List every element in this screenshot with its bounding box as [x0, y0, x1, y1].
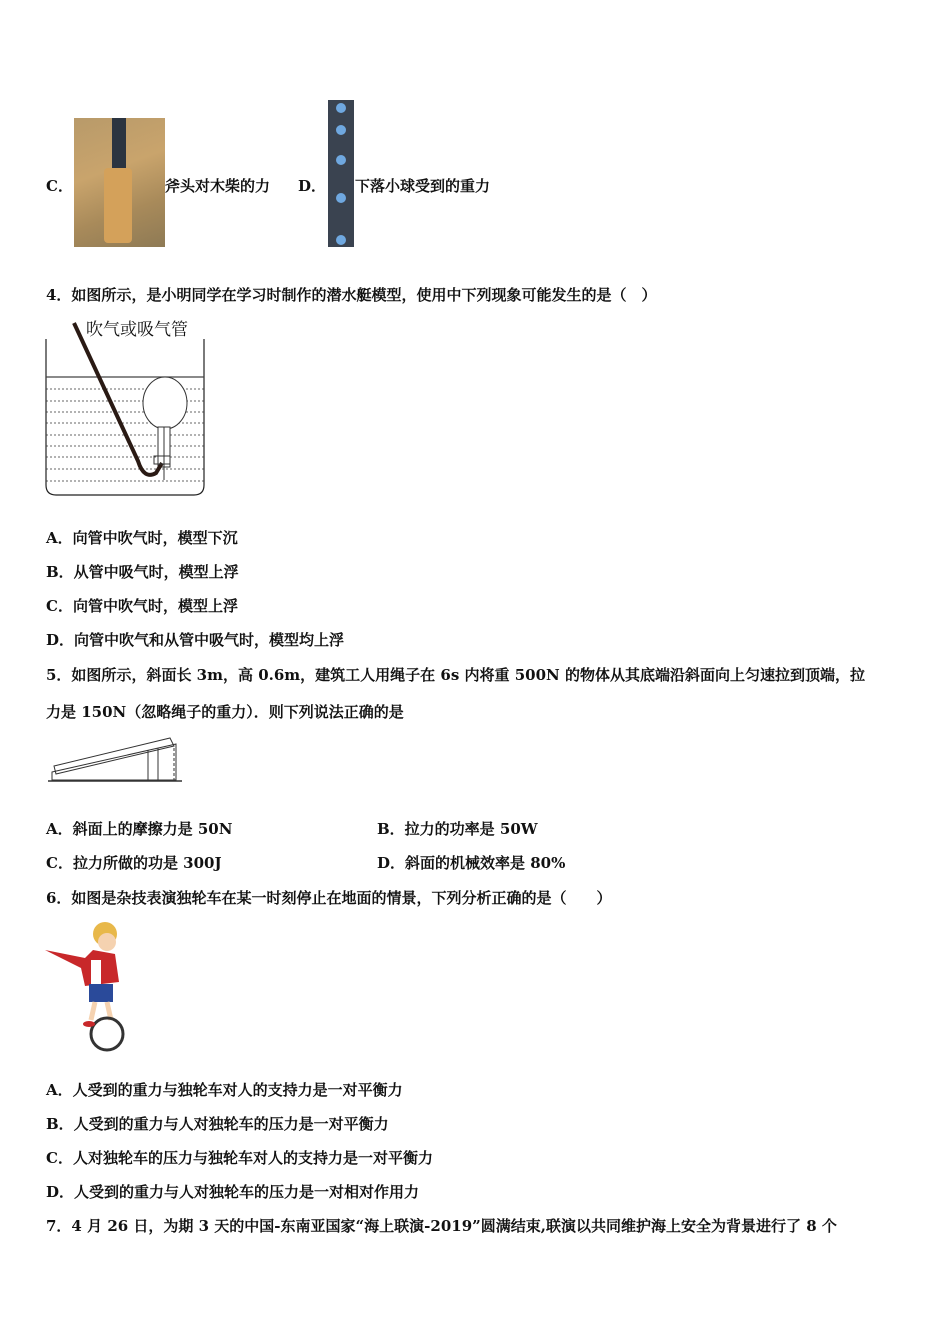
- question-5-option-a: A．斜面上的摩擦力是 50N: [46, 820, 233, 838]
- question-5-option-c: C．拉力所做的功是 300J: [46, 854, 222, 872]
- option-c-text: 斧头对木柴的力: [165, 177, 271, 195]
- question-4-option-c: C．向管中吹气时，模型上浮: [46, 597, 238, 615]
- question-6-option-a: A．人受到的重力与独轮车对人的支持力是一对平衡力: [46, 1081, 403, 1099]
- question-4-option-d: D．向管中吹气和从管中吸气时，模型均上浮: [46, 631, 345, 649]
- axe-chopping-wood-image: [74, 118, 165, 247]
- question-5-option-d: D．斜面的机械效率是 80%: [377, 854, 566, 872]
- question-5-option-b: B．拉力的功率是 50W: [377, 820, 538, 838]
- unicyclist-image: [45, 920, 137, 1052]
- option-d-letter: D．: [298, 177, 327, 195]
- question-4-stem: 4．如图所示，是小明同学在学习时制作的潜水艇模型，使用中下列现象可能发生的是（ ）: [46, 286, 657, 304]
- question-5-stem-line-1: 5．如图所示，斜面长 3m，高 0.6m，建筑工人用绳子在 6s 内将重 500N 的物体从其底端沿斜面向上匀速拉到顶端，拉: [46, 666, 865, 684]
- option-d-text: 下落小球受到的重力: [355, 177, 491, 195]
- submarine-model-diagram: [44, 315, 208, 497]
- falling-ball-image: [328, 100, 354, 247]
- question-6-option-b: B．人受到的重力与人对独轮车的压力是一对平衡力: [46, 1115, 389, 1133]
- question-7-stem: 7．4 月 26 日，为期 3 天的中国-东南亚国家“海上联演-2019”圆满结束,联演以共同维护海上安全为背景进行了 8 个: [46, 1217, 837, 1235]
- question-6-option-c: C．人对独轮车的压力与独轮车对人的支持力是一对平衡力: [46, 1149, 433, 1167]
- option-c-letter: C．: [46, 177, 73, 195]
- blow-suck-tube-label: 吹气或吸气管: [86, 320, 188, 340]
- question-4-option-b: B．从管中吸气时，模型上浮: [46, 563, 239, 581]
- question-6-option-d: D．人受到的重力与人对独轮车的压力是一对相对作用力: [46, 1183, 420, 1201]
- question-5-stem-line-2: 力是 150N（忽略绳子的重力）．则下列说法正确的是: [46, 703, 404, 721]
- inclined-plane-diagram: [48, 736, 188, 784]
- question-4-option-a: A．向管中吹气时，模型下沉: [46, 529, 238, 547]
- question-6-stem: 6．如图是杂技表演独轮车在某一时刻停止在地面的情景，下列分析正确的是（ ）: [46, 889, 612, 907]
